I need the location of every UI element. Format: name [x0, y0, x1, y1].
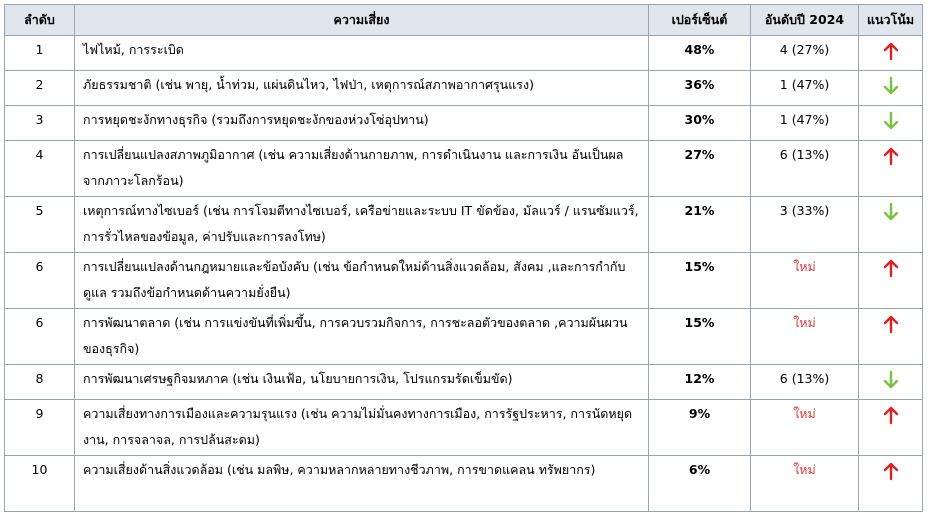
row-prev-rank: 6 (13%) — [751, 365, 859, 400]
row-percent: 30% — [649, 106, 751, 141]
arrow-down-icon — [883, 202, 899, 222]
row-risk: การพัฒนาเศรษฐกิจมหภาค (เช่น เงินเฟ้อ, นโยบายการเงิน, โปรแกรมรัดเข็มขัด) — [75, 365, 649, 400]
row-percent: 12% — [649, 365, 751, 400]
row-prev-rank: ใหม่ — [751, 253, 859, 309]
row-risk: ไฟไหม้, การระเบิด — [75, 36, 649, 71]
arrow-up-icon — [883, 41, 899, 61]
row-prev-rank: ใหม่ — [751, 400, 859, 456]
row-risk: การเปลี่ยนแปลงสภาพภูมิอากาศ (เช่น ความเสี่ยงด้านกายภาพ, การดำเนินงาน และการเงิน อันเป็นผลจากภาวะโลกร้อน) — [75, 141, 649, 197]
table-row — [5, 456, 923, 512]
arrow-up-icon — [883, 146, 899, 166]
row-percent: 21% — [649, 197, 751, 253]
header-percent: เปอร์เซ็นต์ — [649, 5, 751, 36]
row-rank: 6 — [5, 253, 75, 309]
row-trend — [859, 456, 923, 512]
table-row — [5, 36, 923, 71]
row-rank: 8 — [5, 365, 75, 400]
row-trend — [859, 197, 923, 253]
arrow-down-icon — [883, 370, 899, 390]
row-rank: 4 — [5, 141, 75, 197]
arrow-up-icon — [883, 314, 899, 334]
arrow-down-icon — [883, 111, 899, 131]
row-prev-rank: 1 (47%) — [751, 106, 859, 141]
row-trend — [859, 36, 923, 71]
row-percent: 9% — [649, 400, 751, 456]
row-rank: 10 — [5, 456, 75, 512]
row-percent: 15% — [649, 309, 751, 365]
row-risk: ความเสี่ยงด้านสิ่งแวดล้อม (เช่น มลพิษ, ความหลากหลายทางชีวภาพ, การขาดแคลน ทรัพยากร) — [75, 456, 649, 512]
header-rank: ลำดับ — [5, 5, 75, 36]
row-trend — [859, 71, 923, 106]
table-row — [5, 197, 923, 253]
row-risk: การเปลี่ยนแปลงด้านกฎหมายและข้อบังคับ (เช่น ข้อกำหนดใหม่ด้านสิ่งแวดล้อม, สังคม ,และการกำกับดูแล รวมถึงข้อกำหนดด้านความยั่งยืน) — [75, 253, 649, 309]
row-risk: เหตุการณ์ทางไซเบอร์ (เช่น การโจมตีทางไซเบอร์, เครือข่ายและระบบ IT ขัดข้อง, มัลแวร์ / แรนซัมแวร์, การรั่วไหลของข้อมูล, ค่าปรับและการลงโทษ) — [75, 197, 649, 253]
row-trend — [859, 253, 923, 309]
row-risk: ความเสี่ยงทางการเมืองและความรุนแรง (เช่น ความไม่มั่นคงทางการเมือง, การรัฐประหาร, การนัดหยุดงาน, การจลาจล, การปล้นสะดม) — [75, 400, 649, 456]
row-prev-rank: 1 (47%) — [751, 71, 859, 106]
row-risk: การหยุดชะงักทางธุรกิจ (รวมถึงการหยุดชะงักของห่วงโซ่อุปทาน) — [75, 106, 649, 141]
row-rank: 5 — [5, 197, 75, 253]
row-prev-rank: ใหม่ — [751, 456, 859, 512]
table-row — [5, 309, 923, 365]
arrow-down-icon — [883, 76, 899, 96]
row-prev-rank: 6 (13%) — [751, 141, 859, 197]
row-percent: 15% — [649, 253, 751, 309]
row-percent: 6% — [649, 456, 751, 512]
row-trend — [859, 365, 923, 400]
arrow-up-icon — [883, 461, 899, 481]
row-trend — [859, 141, 923, 197]
table-row — [5, 106, 923, 141]
table-row — [5, 400, 923, 456]
row-rank: 6 — [5, 309, 75, 365]
row-percent: 27% — [649, 141, 751, 197]
row-prev-rank: 4 (27%) — [751, 36, 859, 71]
arrow-up-icon — [883, 258, 899, 278]
table-row — [5, 365, 923, 400]
row-trend — [859, 309, 923, 365]
row-percent: 36% — [649, 71, 751, 106]
row-rank: 3 — [5, 106, 75, 141]
row-prev-rank: 3 (33%) — [751, 197, 859, 253]
table-row — [5, 141, 923, 197]
row-rank: 2 — [5, 71, 75, 106]
row-risk: ภัยธรรมชาติ (เช่น พายุ, น้ำท่วม, แผ่นดินไหว, ไฟป่า, เหตุการณ์สภาพอากาศรุนแรง) — [75, 71, 649, 106]
row-rank: 1 — [5, 36, 75, 71]
arrow-up-icon — [883, 405, 899, 425]
header-trend: แนวโน้ม — [859, 5, 923, 36]
header-risk: ความเสี่ยง — [75, 5, 649, 36]
row-risk: การพัฒนาตลาด (เช่น การแข่งขันที่เพิ่มขึ้น, การควบรวมกิจการ, การชะลอตัวของตลาด ,ความผันผวนของธุรกิจ) — [75, 309, 649, 365]
row-prev-rank: ใหม่ — [751, 309, 859, 365]
row-trend — [859, 106, 923, 141]
table-row — [5, 253, 923, 309]
header-row — [5, 5, 923, 36]
row-trend — [859, 400, 923, 456]
header-prev-rank: อันดับปี 2024 — [751, 5, 859, 36]
table-row — [5, 71, 923, 106]
row-percent: 48% — [649, 36, 751, 71]
risk-table — [4, 4, 923, 512]
row-rank: 9 — [5, 400, 75, 456]
